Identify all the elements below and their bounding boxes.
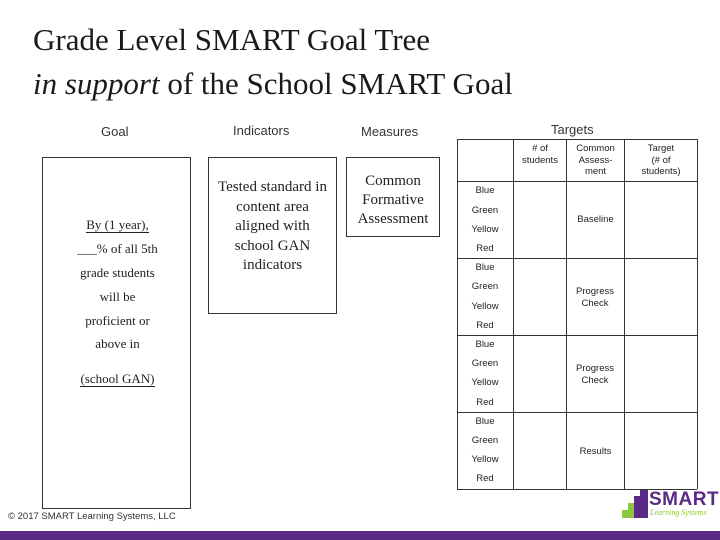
band-1-row-3: Yellow	[471, 224, 499, 235]
goal-line-4: will be	[99, 289, 136, 304]
band-4-label: Results	[579, 446, 612, 457]
measures-box	[346, 157, 440, 237]
band-3-row-4: Red	[476, 397, 494, 408]
grid-col2	[566, 139, 567, 489]
grid-col1	[513, 139, 514, 489]
indicators-box	[208, 157, 337, 314]
band-divider-3	[457, 412, 697, 413]
indicators-header: Indicators	[233, 123, 290, 138]
band-1-row-4: Red	[476, 243, 494, 254]
grid-right	[697, 139, 698, 489]
goal-line-3: grade students	[80, 265, 155, 280]
band-1-row-1: Blue	[475, 185, 495, 196]
band-2-row-3: Yellow	[471, 301, 499, 312]
band-4-row-1: Blue	[475, 416, 495, 427]
subtitle-emphasis: in support	[33, 66, 160, 101]
target-num-header: Target (# of students)	[641, 143, 681, 177]
band-1-label: Baseline	[577, 214, 614, 225]
goal-header: Goal	[101, 124, 129, 139]
smart-logo	[622, 489, 720, 520]
measure-text: Common Formative Assessment	[357, 173, 429, 227]
band-3-label: Progress Check	[575, 363, 614, 386]
logo-subtext: Learning Systems	[650, 508, 707, 517]
measures-header: Measures	[361, 124, 419, 139]
goal-line-6: above in	[95, 336, 140, 351]
band-2-row-1: Blue	[475, 262, 495, 273]
band-1-row-2: Green	[471, 205, 499, 216]
goal-line-7: (school GAN)	[80, 371, 155, 386]
copyright-footer: © 2017 SMART Learning Systems, LLC	[8, 511, 176, 522]
bottom-accent-bar	[0, 531, 720, 540]
grid-header-bottom	[457, 181, 697, 182]
targets-header: Targets	[551, 122, 594, 137]
band-3-row-2: Green	[471, 358, 499, 369]
band-2-label: Progress Check	[575, 286, 614, 309]
band-divider-2	[457, 335, 697, 336]
common-assessment-header: Common Assess- ment	[576, 143, 615, 177]
subtitle-rest: of the School SMART Goal	[159, 66, 513, 101]
page-title: Grade Level SMART Goal Tree	[33, 22, 431, 57]
num-students-header: # of students	[522, 143, 558, 166]
goal-box	[42, 157, 191, 509]
band-4-row-2: Green	[471, 435, 499, 446]
band-3-row-1: Blue	[475, 339, 495, 350]
band-2-row-4: Red	[476, 320, 494, 331]
logo-stairs-icon	[622, 490, 648, 518]
grid-col3	[624, 139, 625, 489]
band-divider-1	[457, 258, 697, 259]
band-4-row-3: Yellow	[471, 454, 499, 465]
grid-top	[457, 139, 697, 140]
logo-text: SMART	[649, 489, 720, 510]
goal-line-1: By (1 year),	[86, 217, 149, 232]
band-3-row-3: Yellow	[471, 377, 499, 388]
goal-line-2: ___% of all 5th	[77, 241, 158, 256]
band-2-row-2: Green	[471, 281, 499, 292]
indicator-text: Tested standard in content area aligned with school GAN indicators	[218, 179, 327, 273]
page-subtitle	[33, 66, 513, 102]
band-4-row-4: Red	[476, 473, 494, 484]
goal-line-5: proficient or	[85, 313, 150, 328]
